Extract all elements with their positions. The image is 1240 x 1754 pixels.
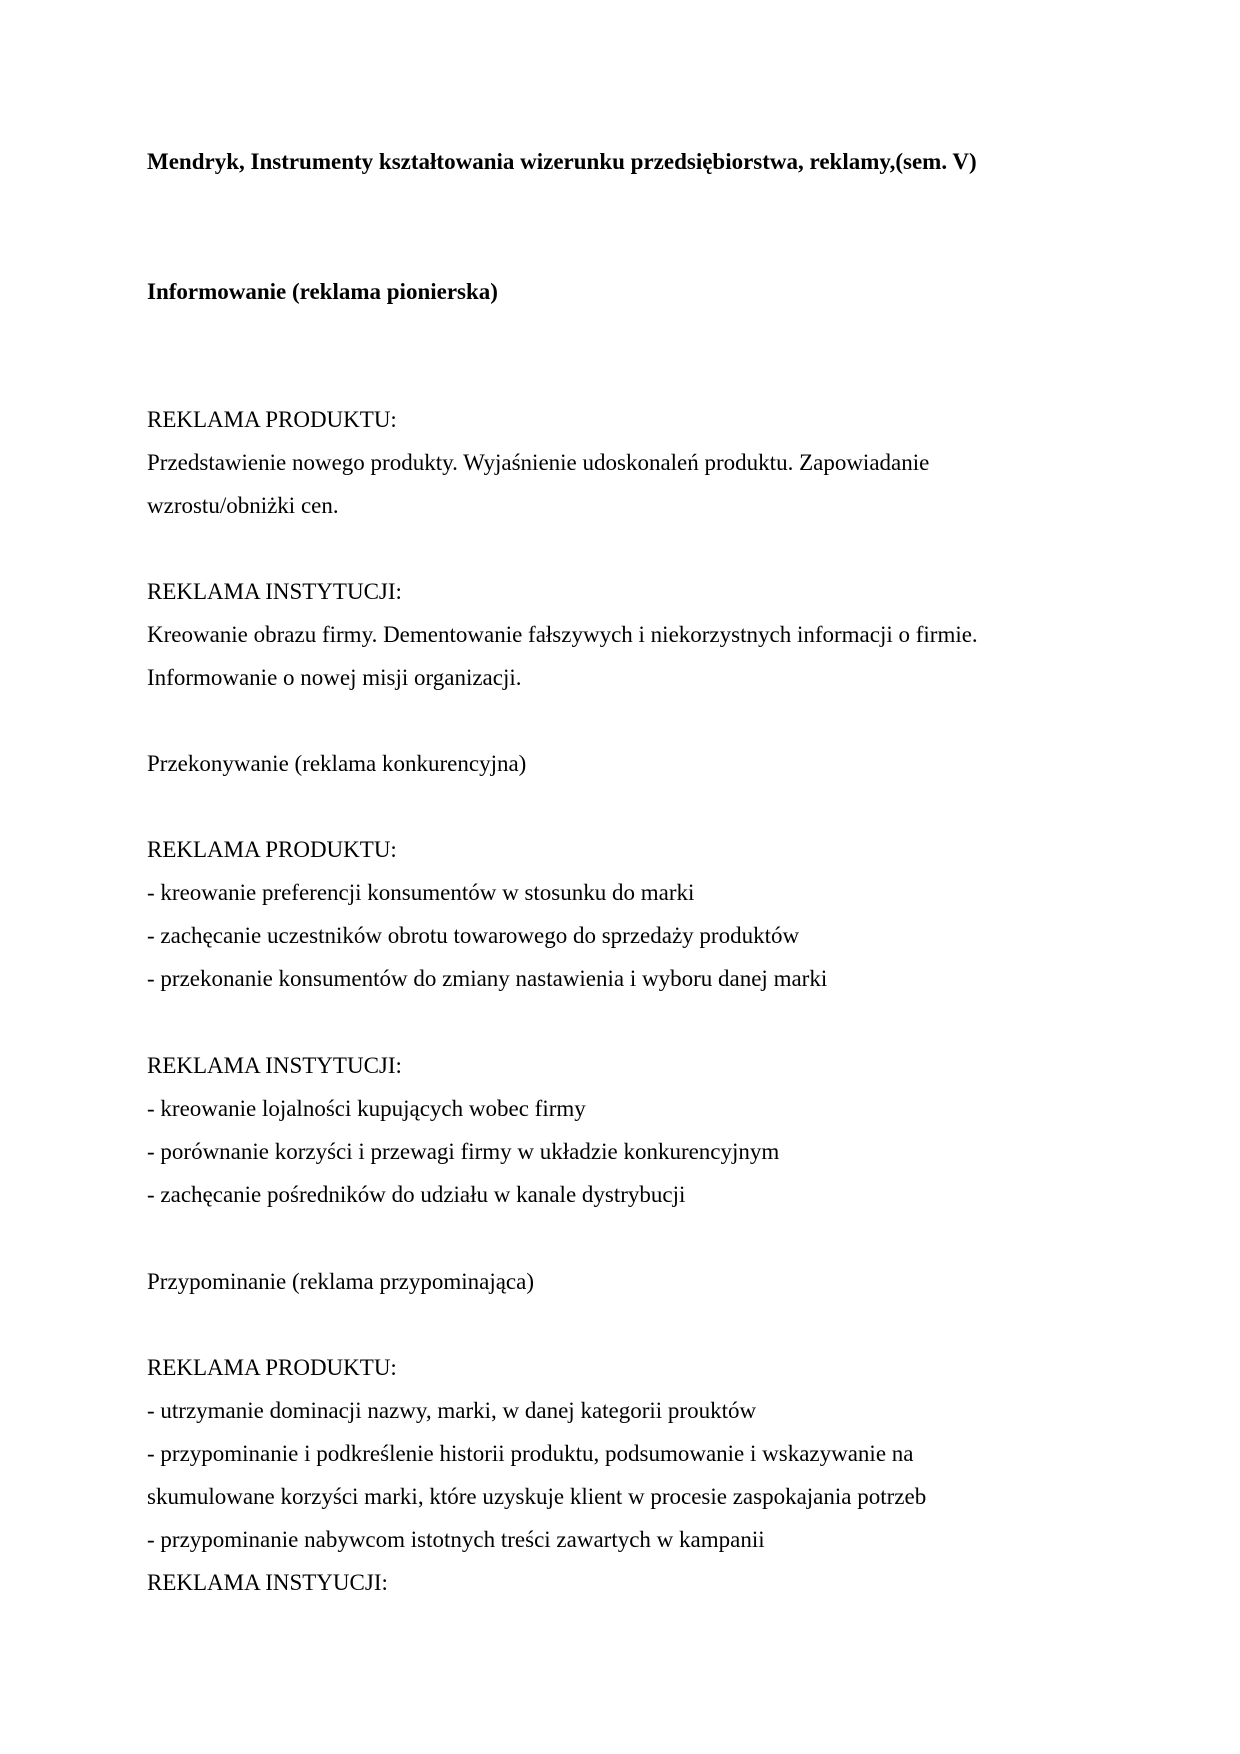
section2-product-heading: REKLAMA PRODUKTU: bbox=[147, 837, 397, 862]
section-heading-przekonywanie: Przekonywanie (reklama konkurencyjna) bbox=[147, 751, 527, 776]
section2-institution-line: - porównanie korzyści i przewagi firmy w układzie konkurencyjnym bbox=[147, 1139, 780, 1164]
section2-product-line: - kreowanie preferencji konsumentów w stosunku do marki bbox=[147, 880, 695, 905]
section1-institution-line: Kreowanie obrazu firmy. Dementowanie fałszywych i niekorzystnych informacji o firmie. bbox=[147, 622, 978, 647]
document-title: Mendryk, Instrumenty kształtowania wizerunku przedsiębiorstwa, reklamy,(sem. V) bbox=[147, 149, 977, 174]
section2-institution-line: - kreowanie lojalności kupujących wobec firmy bbox=[147, 1096, 586, 1121]
section3-product-line: - przypominanie i podkreślenie historii produktu, podsumowanie i wskazywanie na bbox=[147, 1441, 914, 1466]
section1-institution-heading: REKLAMA INSTYTUCJI: bbox=[147, 579, 402, 604]
section2-institution-heading: REKLAMA INSTYTUCJI: bbox=[147, 1053, 402, 1078]
section3-product-heading: REKLAMA PRODUKTU: bbox=[147, 1355, 397, 1380]
section3-institution-heading: REKLAMA INSTYUCJI: bbox=[147, 1570, 388, 1595]
section2-product-line: - przekonanie konsumentów do zmiany nastawienia i wyboru danej marki bbox=[147, 966, 828, 991]
section2-product-line: - zachęcanie uczestników obrotu towarowego do sprzedaży produktów bbox=[147, 923, 800, 948]
section3-product-line: - utrzymanie dominacji nazwy, marki, w danej kategorii prouktów bbox=[147, 1398, 757, 1423]
section3-product-line: - przypominanie nabywcom istotnych treści zawartych w kampanii bbox=[147, 1527, 765, 1552]
section1-institution-line: Informowanie o nowej misji organizacji. bbox=[147, 665, 522, 690]
section1-product-line: Przedstawienie nowego produkty. Wyjaśnienie udoskonaleń produktu. Zapowiadanie bbox=[147, 450, 930, 475]
section2-institution-line: - zachęcanie pośredników do udziału w kanale dystrybucji bbox=[147, 1182, 686, 1207]
section-heading-informowanie: Informowanie (reklama pionierska) bbox=[147, 279, 498, 304]
section1-product-line: wzrostu/obniżki cen. bbox=[147, 493, 339, 518]
section3-product-line: skumulowane korzyści marki, które uzyskuje klient w procesie zaspokajania potrzeb bbox=[147, 1484, 927, 1509]
section-heading-przypominanie: Przypominanie (reklama przypominająca) bbox=[147, 1269, 535, 1294]
section1-product-heading: REKLAMA PRODUKTU: bbox=[147, 407, 397, 432]
